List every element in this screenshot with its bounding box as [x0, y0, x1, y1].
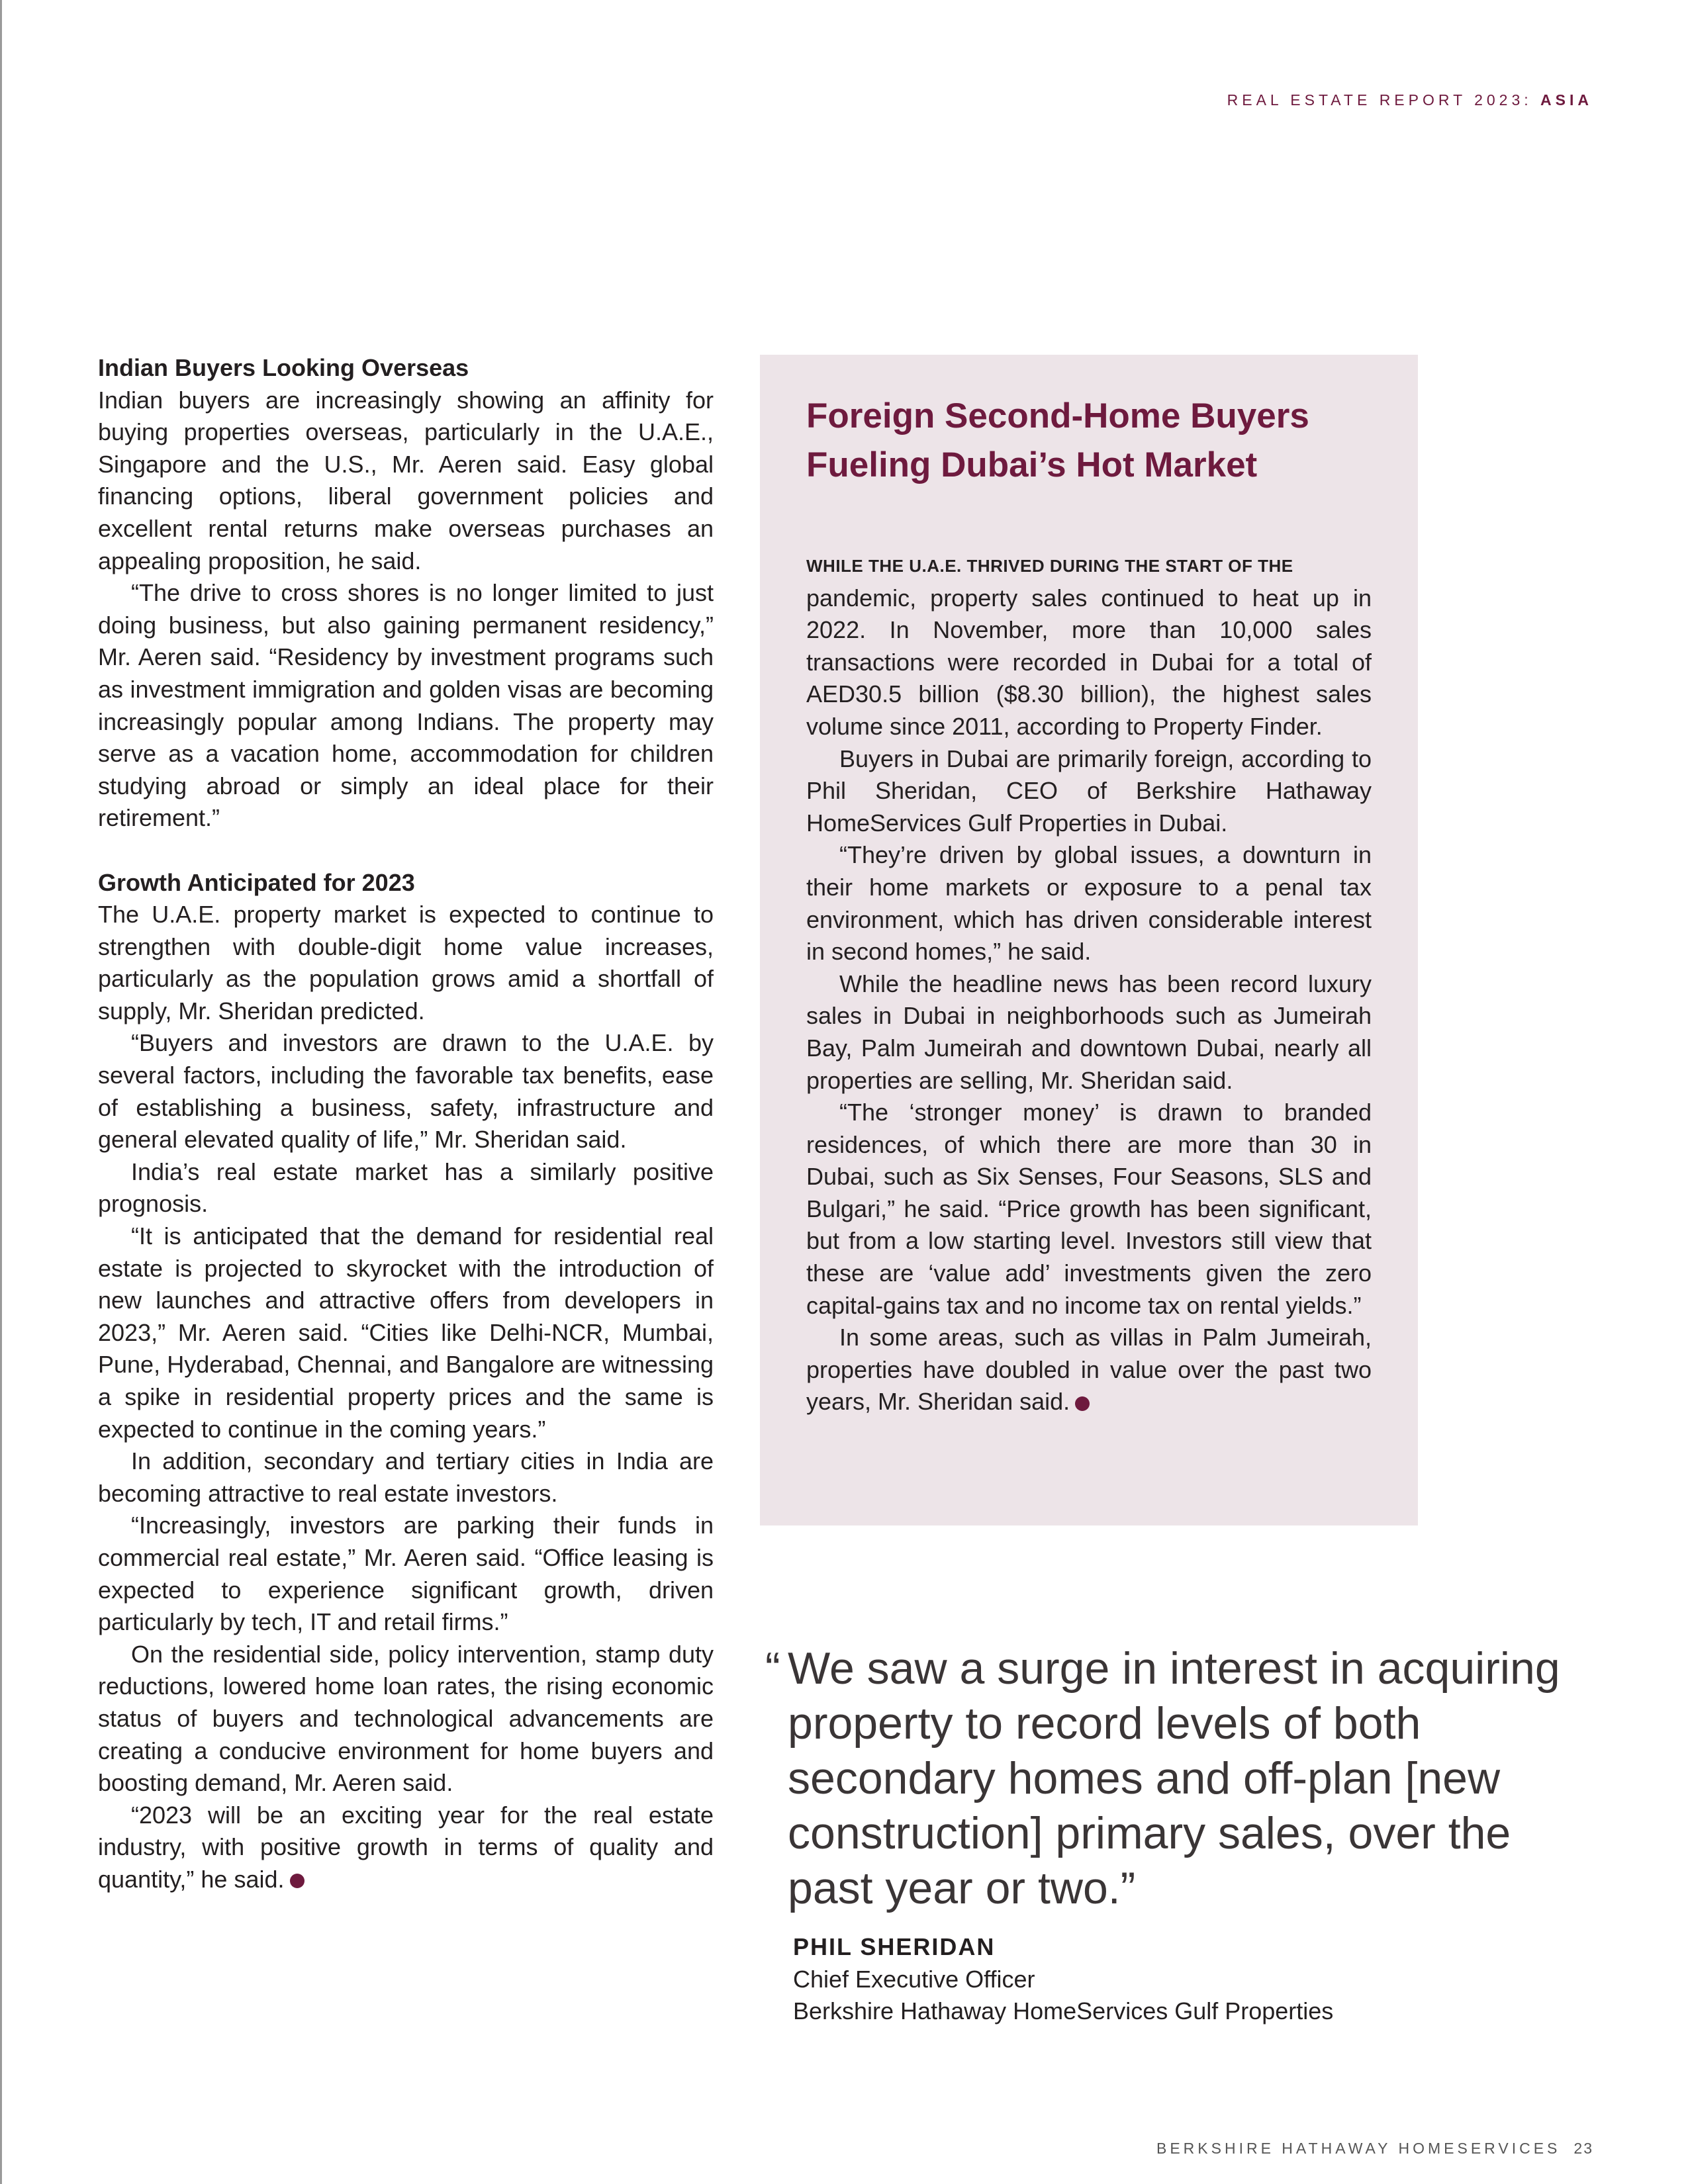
body-paragraph: “The drive to cross shores is no longer limited to just doing business, but also gaining permanent residency,” Mr. Aeren said. “Residency by investment programs such as investment immigration and golden visas are becoming increasingly popular among Indians. The property may serve as a vacation home, accommodation for children studying abroad or simply an ideal place for their retirement.” — [98, 579, 714, 832]
section-heading-growth-2023: Growth Anticipated for 2023 — [98, 868, 415, 896]
running-header — [1227, 91, 1593, 109]
body-paragraph: The U.A.E. property market is expected to continue to strengthen with double-digit home value increases, particularly as the population grows amid a shortfall of supply, Mr. Sheridan predicted. — [98, 901, 714, 1024]
footer-brand: BERKSHIRE HATHAWAY HOMESERVICES — [1156, 2140, 1561, 2157]
body-paragraph: On the residential side, policy intervention, stamp duty reductions, lowered home loan rates, the rising economic status of buyers and technological advancements are creating a conducive environment for home buyers and boosting demand, Mr. Aeren said. — [98, 1640, 714, 1797]
body-paragraph: “Increasingly, investors are parking their funds in commercial real estate,” Mr. Aeren said. “Office leasing is expected to experience significant growth, driven particularly by tech, IT and retail firms.” — [98, 1512, 714, 1636]
sidebar-paragraph: While the headline news has been record luxury sales in Dubai in neighborhoods such as Jumeirah Bay, Palm Jumeirah and downtown Dubai, nearly all properties are selling, Mr. Sheridan said. — [806, 970, 1372, 1094]
sidebar-title — [806, 392, 1372, 490]
open-quote-mark: “ — [765, 1643, 780, 1694]
sidebar-title-line1: Foreign Second-Home Buyers — [806, 396, 1309, 435]
sidebar-paragraph — [806, 548, 1372, 743]
sidebar-box — [760, 355, 1418, 1525]
sidebar-title-line2: Fueling Dubai’s Hot Market — [806, 445, 1258, 484]
end-mark-icon — [290, 1874, 305, 1888]
sidebar-lead-in: WHILE THE U.A.E. THRIVED DURING THE START OF THE — [806, 556, 1293, 576]
section-heading-indian-buyers: Indian Buyers Looking Overseas — [98, 354, 469, 381]
quote-attribution — [793, 1931, 1521, 2028]
attribution-role: Chief Executive Officer — [793, 1965, 1035, 1993]
sidebar-body — [806, 548, 1372, 1418]
sidebar-final-text: In some areas, such as villas in Palm Jumeirah, properties have doubled in value over the past two years, Mr. Sheridan said. — [806, 1324, 1372, 1416]
page-number: 23 — [1573, 2140, 1593, 2157]
final-paragraph-text: “2023 will be an exciting year for the real estate industry, with positive growth in terms of quality and quantity,” he said. — [98, 1801, 714, 1893]
body-paragraph: Indian buyers are increasingly showing an affinity for buying properties overseas, particularly in the U.A.E., Singapore and the U.S., Mr. Aeren said. Easy global financing options, liberal government policies and excellent rental returns make overseas purchases an appealing proposition, he said. — [98, 386, 714, 574]
header-report-label: REAL ESTATE REPORT 2023: — [1227, 91, 1532, 109]
header-region: ASIA — [1540, 91, 1593, 109]
sidebar-paragraph: “They’re driven by global issues, a downturn in their home markets or exposure to a penal tax environment, which has driven considerable interest in second homes,” he said. — [806, 841, 1372, 966]
body-paragraph-final — [98, 1799, 714, 1896]
page-edge-rule — [0, 0, 2, 2184]
running-footer — [1156, 2140, 1593, 2158]
main-article — [98, 352, 714, 1896]
attribution-company: Berkshire Hathaway HomeServices Gulf Properties — [793, 1997, 1334, 2025]
sidebar-paragraph: “The ‘stronger money’ is drawn to branded residences, of which there are more than 30 in Dubai, such as Six Senses, Four Seasons, SLS and Bulgari,” he said. “Price growth has been significant, but from a low starting level. Investors still view that these are ‘value add’ investments given the zero capital-gains tax and no income tax on rental yields.” — [806, 1099, 1372, 1319]
body-paragraph: “Buyers and investors are drawn to the U.A.E. by several factors, including the favorable tax benefits, ease of establishing a business, safety, infrastructure and general elevated quality of life,” Mr. Sheridan said. — [98, 1029, 714, 1154]
body-paragraph: In addition, secondary and tertiary cities in India are becoming attractive to real estate investors. — [98, 1447, 714, 1507]
body-paragraph: “It is anticipated that the demand for residential real estate is projected to skyrocket with the introduction of new launches and attractive offers from developers in 2023,” Mr. Aeren said. “Cities like Delhi-NCR, Mumbai, Pune, Hyderabad, Chennai, and Bangalore are witnessing a spike in residential property prices and the same is expected to continue in the coming years.” — [98, 1222, 714, 1443]
sidebar-para1-text: pandemic, property sales continued to heat up in 2022. In November, more than 10,000 sales transactions were recorded in Dubai for a total of AED30.5 billion ($8.30 billion), the highest sales volume since 2011, according to Property Finder. — [806, 584, 1372, 740]
sidebar-paragraph-final — [806, 1322, 1372, 1418]
attribution-name: PHIL SHERIDAN — [793, 1933, 996, 1960]
sidebar-paragraph: Buyers in Dubai are primarily foreign, according to Phil Sheridan, CEO of Berkshire Hathaway HomeServices Gulf Properties in Dubai. — [806, 745, 1372, 837]
pull-quote-text: We saw a surge in interest in acquiring property to record levels of both secondary homes and off-plan [new construction] primary sales, over the past year or two.” — [788, 1643, 1560, 1913]
end-mark-icon — [1075, 1396, 1090, 1411]
pull-quote — [765, 1641, 1595, 1916]
body-paragraph: India’s real estate market has a similarly positive prognosis. — [98, 1158, 714, 1218]
